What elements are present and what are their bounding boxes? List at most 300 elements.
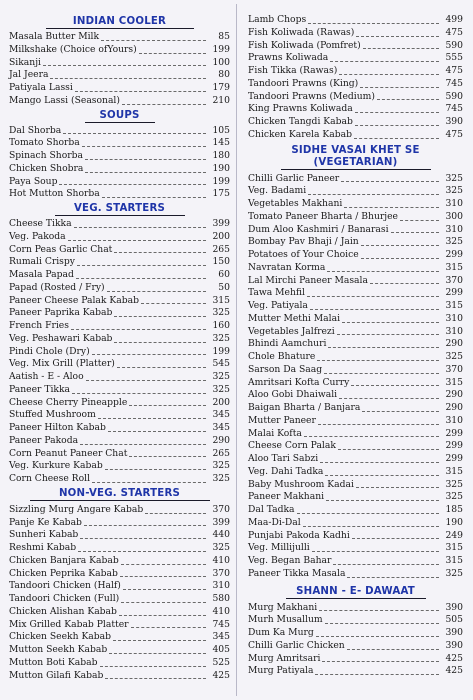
menu-item bbox=[248, 504, 463, 517]
menu-item-name: Panje Ke Kabab bbox=[9, 516, 82, 528]
menu-item-price: 310 bbox=[445, 312, 463, 324]
dotted-leader bbox=[129, 456, 206, 457]
menu-item bbox=[248, 479, 463, 492]
menu-item-name: Veg. Kurkure Kabab bbox=[9, 460, 103, 472]
menu-item-price: 175 bbox=[212, 188, 230, 200]
menu-item-price: 345 bbox=[212, 422, 230, 433]
dotted-leader bbox=[317, 360, 439, 361]
menu-item-name: Pindi Chole (Dry) bbox=[9, 345, 90, 357]
menu-item-price: 299 bbox=[445, 440, 463, 452]
menu-item-name: Paneer Tikka Masala bbox=[248, 567, 346, 579]
menu-item-price: 315 bbox=[212, 294, 230, 306]
menu-item bbox=[248, 530, 463, 543]
dotted-leader bbox=[325, 475, 439, 476]
heading-underline bbox=[286, 598, 426, 599]
menu-item-price: 310 bbox=[445, 223, 463, 235]
menu-item bbox=[9, 435, 230, 448]
menu-item bbox=[248, 262, 463, 275]
dotted-leader bbox=[43, 65, 206, 66]
menu-item bbox=[248, 627, 463, 640]
dotted-leader bbox=[50, 78, 206, 79]
menu-section-veg-starters bbox=[9, 203, 230, 486]
menu-item-price: 210 bbox=[212, 94, 230, 106]
dotted-leader bbox=[308, 194, 439, 195]
menu-item-name: Reshmi Kabab bbox=[9, 542, 77, 553]
menu-item bbox=[248, 640, 463, 653]
dotted-leader bbox=[377, 99, 439, 100]
menu-item-name: Baby Mushroom Kadai bbox=[248, 478, 354, 490]
dotted-leader bbox=[123, 589, 206, 590]
menu-item-name: Murg Patiyala bbox=[248, 665, 314, 677]
menu-item-price: 390 bbox=[445, 627, 463, 638]
menu-item-price: 315 bbox=[445, 261, 463, 273]
menu-item-name: Veg. Peshawari Kabab bbox=[9, 332, 113, 344]
menu-item-name: Baigan Bharta / Banjara bbox=[248, 402, 361, 413]
menu-item-name: Chicken Karela Kabab bbox=[248, 128, 352, 140]
dotted-leader bbox=[361, 258, 439, 259]
menu-item bbox=[248, 351, 463, 364]
menu-item-price: 310 bbox=[212, 580, 230, 592]
menu-section-non-veg-starters bbox=[9, 488, 230, 683]
menu-item bbox=[248, 300, 463, 313]
menu-item-price: 265 bbox=[212, 243, 230, 255]
dotted-leader bbox=[86, 380, 206, 381]
menu-item-name: Tandoori Prawns (Medium) bbox=[248, 90, 375, 102]
menu-item-name: Fish Koliwada (Rawas) bbox=[248, 26, 355, 38]
menu-item bbox=[248, 236, 463, 249]
menu-item-price: 325 bbox=[445, 185, 463, 197]
dotted-leader bbox=[63, 133, 206, 134]
menu-item bbox=[9, 422, 230, 435]
menu-item bbox=[248, 402, 463, 415]
menu-item-price: 185 bbox=[445, 504, 463, 515]
menu-item bbox=[9, 44, 230, 57]
dotted-leader bbox=[304, 436, 439, 437]
menu-item-price: 410 bbox=[212, 554, 230, 566]
menu-item-name: Patiyala Lassi bbox=[9, 82, 73, 93]
menu-item-name: Sikanji bbox=[9, 56, 41, 68]
dotted-leader bbox=[354, 138, 439, 139]
menu-item-price: 315 bbox=[445, 300, 463, 311]
dotted-leader bbox=[121, 602, 206, 603]
dotted-leader bbox=[324, 373, 439, 374]
dotted-leader bbox=[109, 653, 206, 654]
menu-item-price: 290 bbox=[445, 402, 463, 413]
dotted-leader bbox=[310, 309, 439, 310]
dotted-leader bbox=[77, 265, 206, 266]
menu-item-name: Aloo Gobi Dhaiwali bbox=[248, 389, 338, 401]
heading-underline bbox=[281, 169, 431, 170]
dotted-leader bbox=[98, 418, 206, 419]
menu-item bbox=[248, 517, 463, 530]
heading-underline bbox=[55, 215, 185, 216]
menu-item bbox=[248, 91, 463, 104]
menu-item-name: Veg. Dahi Tadka bbox=[248, 465, 324, 477]
menu-item-name: Paneer Cheese Palak Kabab bbox=[9, 294, 139, 306]
menu-item-price: 325 bbox=[445, 491, 463, 503]
menu-item bbox=[9, 125, 230, 138]
menu-item-price: 505 bbox=[445, 614, 463, 626]
menu-item-price: 745 bbox=[212, 618, 230, 630]
menu-item bbox=[9, 256, 230, 269]
menu-item bbox=[9, 542, 230, 555]
menu-item-price: 525 bbox=[212, 656, 230, 668]
menu-item-name: Dal Tadka bbox=[248, 504, 295, 515]
menu-item bbox=[248, 364, 463, 377]
dotted-leader bbox=[355, 112, 439, 113]
dotted-leader bbox=[351, 385, 439, 386]
menu-item-price: 265 bbox=[212, 447, 230, 459]
dotted-leader bbox=[92, 354, 206, 355]
menu-item bbox=[9, 670, 230, 683]
menu-item bbox=[248, 65, 463, 78]
menu-item bbox=[248, 275, 463, 288]
menu-item bbox=[248, 211, 463, 224]
menu-item bbox=[248, 440, 463, 453]
menu-item bbox=[248, 52, 463, 65]
menu-item-price: 370 bbox=[212, 567, 230, 579]
menu-item-price: 440 bbox=[212, 529, 230, 541]
section-heading: SHANN - E- DAWAAT bbox=[296, 585, 415, 597]
menu-item-name: Paya Soup bbox=[9, 175, 58, 187]
menu-item-name: Punjabi Pakoda Kadhi bbox=[248, 529, 350, 541]
menu-item-price: 325 bbox=[212, 332, 230, 344]
dotted-leader bbox=[316, 636, 439, 637]
dotted-leader bbox=[108, 431, 206, 432]
dotted-leader bbox=[122, 104, 206, 105]
menu-item-price: 325 bbox=[212, 383, 230, 395]
dotted-leader bbox=[319, 610, 439, 611]
menu-item bbox=[9, 333, 230, 346]
dotted-leader bbox=[338, 449, 439, 450]
heading-underline bbox=[85, 122, 155, 123]
heading-underline bbox=[46, 28, 194, 29]
menu-item-price: 580 bbox=[212, 593, 230, 604]
menu-item-name: Veg. Pakoda bbox=[9, 230, 66, 242]
menu-item-name: Sizzling Murg Angare Kabab bbox=[9, 503, 144, 515]
menu-item-name: Lal Mirchi Paneer Masala bbox=[248, 274, 368, 286]
menu-item-price: 310 bbox=[445, 198, 463, 209]
menu-item bbox=[9, 69, 230, 82]
menu-item-price: 199 bbox=[212, 345, 230, 357]
menu-item bbox=[248, 287, 463, 300]
menu-item-price: 745 bbox=[445, 103, 463, 115]
menu-item-name: Paneer Makhani bbox=[248, 491, 325, 503]
dotted-leader bbox=[114, 316, 206, 317]
dotted-leader bbox=[80, 538, 206, 539]
menu-item-price: 310 bbox=[445, 414, 463, 426]
dotted-leader bbox=[362, 411, 439, 412]
menu-item bbox=[9, 358, 230, 371]
menu-item-name: Fish Tikka (Rawas) bbox=[248, 65, 338, 76]
dotted-leader bbox=[337, 334, 439, 335]
menu-item-name: Paneer Tikka bbox=[9, 383, 71, 395]
dotted-leader bbox=[101, 40, 206, 41]
menu-item-price: 325 bbox=[212, 460, 230, 472]
menu-item-name: Corn Peanut Paneer Chat bbox=[9, 447, 128, 459]
menu-item-price: 545 bbox=[212, 358, 230, 370]
menu-item-name: Mutton Boti Kabab bbox=[9, 656, 98, 668]
dotted-leader bbox=[80, 444, 206, 445]
menu-item-price: 190 bbox=[212, 162, 230, 174]
menu-item bbox=[9, 31, 230, 44]
menu-item-name: Veg. Began Bahar bbox=[248, 555, 332, 566]
menu-item-name: Murg Makhani bbox=[248, 601, 318, 613]
dotted-leader bbox=[114, 252, 206, 253]
menu-item-price: 315 bbox=[445, 376, 463, 388]
section-heading: VEG. STARTERS bbox=[73, 203, 166, 214]
menu-item-price: 325 bbox=[212, 473, 230, 484]
dotted-leader bbox=[370, 283, 439, 284]
menu-item-name: Mix Grilled Kabab Platter bbox=[9, 618, 129, 630]
menu-item-name: Chicken Shobra bbox=[9, 162, 84, 174]
menu-item bbox=[9, 188, 230, 201]
menu-item-name: Prawns Koliwada bbox=[248, 52, 329, 64]
dotted-leader bbox=[68, 240, 206, 241]
menu-item-name: Aloo Tari Sabzi bbox=[248, 453, 319, 464]
dotted-leader bbox=[325, 623, 439, 624]
dotted-leader bbox=[312, 551, 439, 552]
menu-item bbox=[9, 580, 230, 593]
menu-item-price: 80 bbox=[218, 69, 230, 81]
menu-item-price: 50 bbox=[218, 281, 230, 293]
menu-item-price: 475 bbox=[445, 65, 463, 76]
dotted-leader bbox=[145, 513, 206, 514]
dotted-leader bbox=[391, 232, 439, 233]
menu-item-price: 390 bbox=[445, 116, 463, 127]
menu-item-name: Tomato Shorba bbox=[9, 137, 80, 149]
dotted-leader bbox=[92, 482, 206, 483]
menu-item-price: 399 bbox=[212, 218, 230, 229]
section-heading: SIDHE VASAI KHET SE (VEGETARIAN) bbox=[291, 144, 420, 168]
dotted-leader bbox=[308, 23, 439, 24]
menu-item bbox=[248, 14, 463, 27]
menu-item-name: Vegetables Jalfrezi bbox=[248, 325, 335, 337]
menu-item bbox=[9, 593, 230, 606]
dotted-leader bbox=[74, 227, 206, 228]
menu-item-name: Mango Lassi (Seasonal) bbox=[9, 94, 120, 106]
menu-item-name: Chilli Garlic Chicken bbox=[248, 639, 345, 651]
menu-item bbox=[248, 665, 463, 678]
menu-item bbox=[9, 269, 230, 282]
menu-item-name: Spinach Shorba bbox=[9, 150, 83, 161]
menu-item bbox=[248, 389, 463, 402]
menu-item-name: Veg. Mix Grill (Platter) bbox=[9, 358, 115, 370]
menu-section-shann-e-dawaat bbox=[248, 586, 463, 679]
menu-item-name: Sunheri Kabab bbox=[9, 529, 79, 541]
dotted-leader bbox=[85, 159, 206, 160]
menu-item-name: Papad (Rosted / Fry) bbox=[9, 281, 105, 293]
dotted-leader bbox=[121, 564, 206, 565]
menu-item bbox=[9, 631, 230, 644]
dotted-leader bbox=[129, 405, 206, 406]
menu-item-name: Cheese Tikka bbox=[9, 218, 72, 229]
dotted-leader bbox=[356, 487, 439, 488]
menu-item-name: Lamb Chops bbox=[248, 14, 307, 25]
menu-item-name: Dum Ka Murg bbox=[248, 627, 314, 638]
dotted-leader bbox=[342, 322, 439, 323]
menu-item-price: 425 bbox=[445, 652, 463, 664]
menu-item bbox=[248, 198, 463, 211]
menu-item-name: Hot Mutton Shorba bbox=[9, 188, 100, 200]
menu-item bbox=[9, 282, 230, 295]
menu-column-left bbox=[0, 0, 236, 700]
menu-item-price: 325 bbox=[212, 542, 230, 553]
menu-item-name: Chicken Banjara Kabab bbox=[9, 554, 119, 566]
menu-item-price: 299 bbox=[445, 453, 463, 464]
menu-item bbox=[248, 313, 463, 326]
menu-item-price: 345 bbox=[212, 631, 230, 643]
menu-item-name: Tomato Paneer Bharta / Bhurjee bbox=[248, 210, 398, 222]
dotted-leader bbox=[320, 462, 439, 463]
menu-item-price: 199 bbox=[212, 175, 230, 187]
menu-item bbox=[248, 428, 463, 441]
menu-item-name: Amritsari Kofta Curry bbox=[248, 376, 350, 388]
menu-item-price: 590 bbox=[445, 39, 463, 51]
menu-item-price: 105 bbox=[212, 124, 230, 136]
dotted-leader bbox=[322, 661, 439, 662]
menu-item-price: 325 bbox=[445, 172, 463, 184]
menu-item-price: 315 bbox=[445, 555, 463, 566]
dotted-leader bbox=[339, 398, 439, 399]
menu-item bbox=[248, 377, 463, 390]
menu-item bbox=[9, 137, 230, 150]
menu-item-name: Paneer Pakoda bbox=[9, 434, 79, 446]
menu-item-price: 200 bbox=[212, 230, 230, 242]
menu-item-price: 315 bbox=[445, 465, 463, 477]
menu-item bbox=[9, 504, 230, 517]
menu-item-name: Paneer Paprika Kabab bbox=[9, 307, 113, 319]
dotted-leader bbox=[333, 564, 439, 565]
menu-item bbox=[9, 555, 230, 568]
dotted-leader bbox=[85, 172, 206, 173]
menu-item-name: Bhindi Aamchuri bbox=[248, 338, 327, 350]
dotted-leader bbox=[352, 538, 439, 539]
menu-column-right bbox=[236, 0, 473, 700]
menu-item-price: 200 bbox=[212, 396, 230, 408]
menu-item bbox=[9, 619, 230, 632]
menu-item-price: 160 bbox=[212, 320, 230, 331]
menu-item bbox=[9, 371, 230, 384]
menu-item-price: 299 bbox=[445, 249, 463, 260]
menu-item-name: Tandoori Chicken (Full) bbox=[9, 593, 120, 604]
menu-item-name: Chicken Peprika Kabab bbox=[9, 567, 118, 579]
menu-item-name: Bombay Pav Bhaji / Jain bbox=[248, 236, 359, 248]
menu-item-name: Veg. Patiyala bbox=[248, 300, 308, 311]
menu-item bbox=[9, 448, 230, 461]
menu-item-name: Mutton Seekh Kabab bbox=[9, 644, 108, 655]
dotted-leader bbox=[307, 296, 439, 297]
dotted-leader bbox=[105, 678, 206, 679]
dotted-leader bbox=[344, 207, 439, 208]
menu-item-price: 325 bbox=[445, 236, 463, 248]
menu-item-name: Paneer Hilton Kabab bbox=[9, 422, 106, 433]
dotted-leader bbox=[327, 271, 439, 272]
dotted-leader bbox=[330, 61, 439, 62]
menu-item-price: 145 bbox=[212, 137, 230, 149]
menu-item bbox=[9, 529, 230, 542]
menu-item-price: 60 bbox=[218, 269, 230, 280]
menu-item bbox=[9, 295, 230, 308]
menu-item bbox=[248, 453, 463, 466]
menu-item bbox=[248, 185, 463, 198]
menu-item bbox=[248, 173, 463, 186]
menu-item-name: King Prawns Koliwada bbox=[248, 103, 353, 115]
menu-item-price: 475 bbox=[445, 128, 463, 140]
menu-item bbox=[9, 320, 230, 333]
menu-item-name: Rumali Crispy bbox=[9, 256, 75, 268]
menu-item-name: Masala Papad bbox=[9, 269, 74, 280]
menu-item bbox=[248, 326, 463, 339]
dotted-leader bbox=[119, 615, 206, 616]
dotted-leader bbox=[341, 181, 439, 182]
menu-item-name: Chilli Garlic Paneer bbox=[248, 172, 340, 184]
menu-item-price: 370 bbox=[212, 503, 230, 515]
dotted-leader bbox=[400, 220, 439, 221]
menu-item bbox=[248, 568, 463, 581]
menu-item-name: Mutter Methi Malai bbox=[248, 312, 341, 324]
menu-item-name: Veg. Millijulli bbox=[248, 542, 310, 554]
menu-item-price: 249 bbox=[445, 529, 463, 541]
menu-item-name: Malai Kofta bbox=[248, 427, 302, 439]
menu-item-price: 85 bbox=[218, 31, 230, 42]
menu-item-price: 315 bbox=[445, 542, 463, 554]
dotted-leader bbox=[326, 500, 439, 501]
menu-item-name: Potatoes of Your Choice bbox=[248, 249, 359, 260]
menu-item-price: 325 bbox=[445, 351, 463, 362]
menu-item-name: Chicken Alishan Kabab bbox=[9, 605, 117, 617]
menu-item-name: Sarson Da Saag bbox=[248, 363, 323, 375]
menu-item bbox=[9, 307, 230, 320]
menu-item-name: Mutter Paneer bbox=[248, 414, 316, 426]
dotted-leader bbox=[297, 513, 439, 514]
dotted-leader bbox=[120, 576, 206, 577]
menu-item-price: 325 bbox=[445, 567, 463, 579]
dotted-leader bbox=[139, 53, 206, 54]
dotted-leader bbox=[76, 278, 206, 279]
menu-item-price: 290 bbox=[445, 338, 463, 350]
menu-item bbox=[9, 163, 230, 176]
menu-item-price: 180 bbox=[212, 150, 230, 161]
menu-item-name: Masala Butter Milk bbox=[9, 31, 100, 42]
menu-item-name: Jal Jeera bbox=[9, 69, 49, 81]
menu-section-sidhe-vasai-khet-se-vegetarian bbox=[248, 145, 463, 581]
menu-item-name: Tandoori Prawns (King) bbox=[248, 77, 359, 89]
menu-item-price: 310 bbox=[445, 325, 463, 337]
menu-item-price: 325 bbox=[212, 371, 230, 382]
dotted-leader bbox=[71, 329, 206, 330]
menu-item-name: Tawa Mehfil bbox=[248, 287, 305, 299]
menu-item-name: Tandoori Chicken (Half) bbox=[9, 580, 121, 592]
dotted-leader bbox=[75, 91, 206, 92]
dotted-leader bbox=[107, 291, 206, 292]
menu-item-price: 299 bbox=[445, 287, 463, 299]
menu-item bbox=[9, 460, 230, 473]
menu-item-name: Chicken Tangdi Kabab bbox=[248, 116, 353, 127]
menu-item-name: Veg. Badami bbox=[248, 185, 307, 197]
menu-section-continued bbox=[248, 14, 463, 142]
menu-item-name: Cheese Corn Palak bbox=[248, 440, 336, 452]
dotted-leader bbox=[82, 146, 206, 147]
menu-item bbox=[248, 338, 463, 351]
menu-item bbox=[9, 57, 230, 70]
dotted-leader bbox=[102, 197, 206, 198]
menu-item-price: 405 bbox=[212, 644, 230, 655]
dotted-leader bbox=[339, 74, 439, 75]
menu-section-indian-cooler bbox=[9, 16, 230, 108]
menu-item bbox=[9, 150, 230, 163]
dotted-leader bbox=[355, 125, 439, 126]
